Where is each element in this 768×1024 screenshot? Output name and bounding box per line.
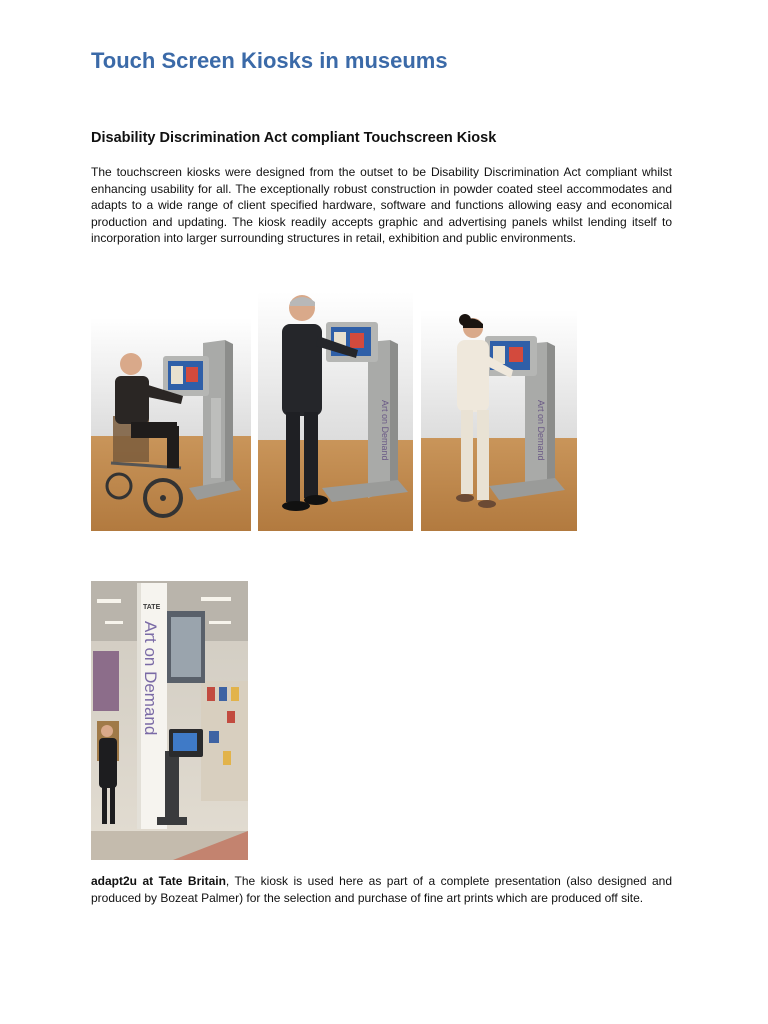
body-paragraph: The touchscreen kiosks were designed from the outset to be Disability Discrimination Act compliant whilst enhancing usability for all. The exceptionally robust construction in powder coated steel accommodates and adapts to a wide range of client specified hardware, software and functions allowing easy and economical production and updating. The kiosk readily accepts graphic and advertising panels whilst lending itself to incorporation into larger surrounding structures in retail, exhibition and public environments. [91,165,672,245]
section-heading: Disability Discrimination Act compliant Touchscreen Kiosk [91,130,497,146]
caption-text: , The kiosk is used here as part of a complete presentation (also designed and produced by Bozeat Palmer) for the selection and purchase of fine art prints which are produced off site. [91,874,673,905]
photo-standing-man-kiosk [258,292,413,531]
page-title: Touch Screen Kiosks in museums [91,48,448,73]
caption-bold-lead: adapt2u at Tate Britain [91,874,226,888]
photo-caption [91,873,672,907]
photo-tate-britain-installation [91,581,248,860]
kiosk-side-label-2: Art on Demand [536,400,546,461]
tate-logo: TATE [143,604,161,611]
photo-wheelchair-user-kiosk [91,318,251,531]
kiosk-side-label: Art on Demand [380,400,390,461]
photo-woman-kiosk [421,310,577,531]
pillar-art-on-demand-label: Art on Demand [141,621,160,736]
